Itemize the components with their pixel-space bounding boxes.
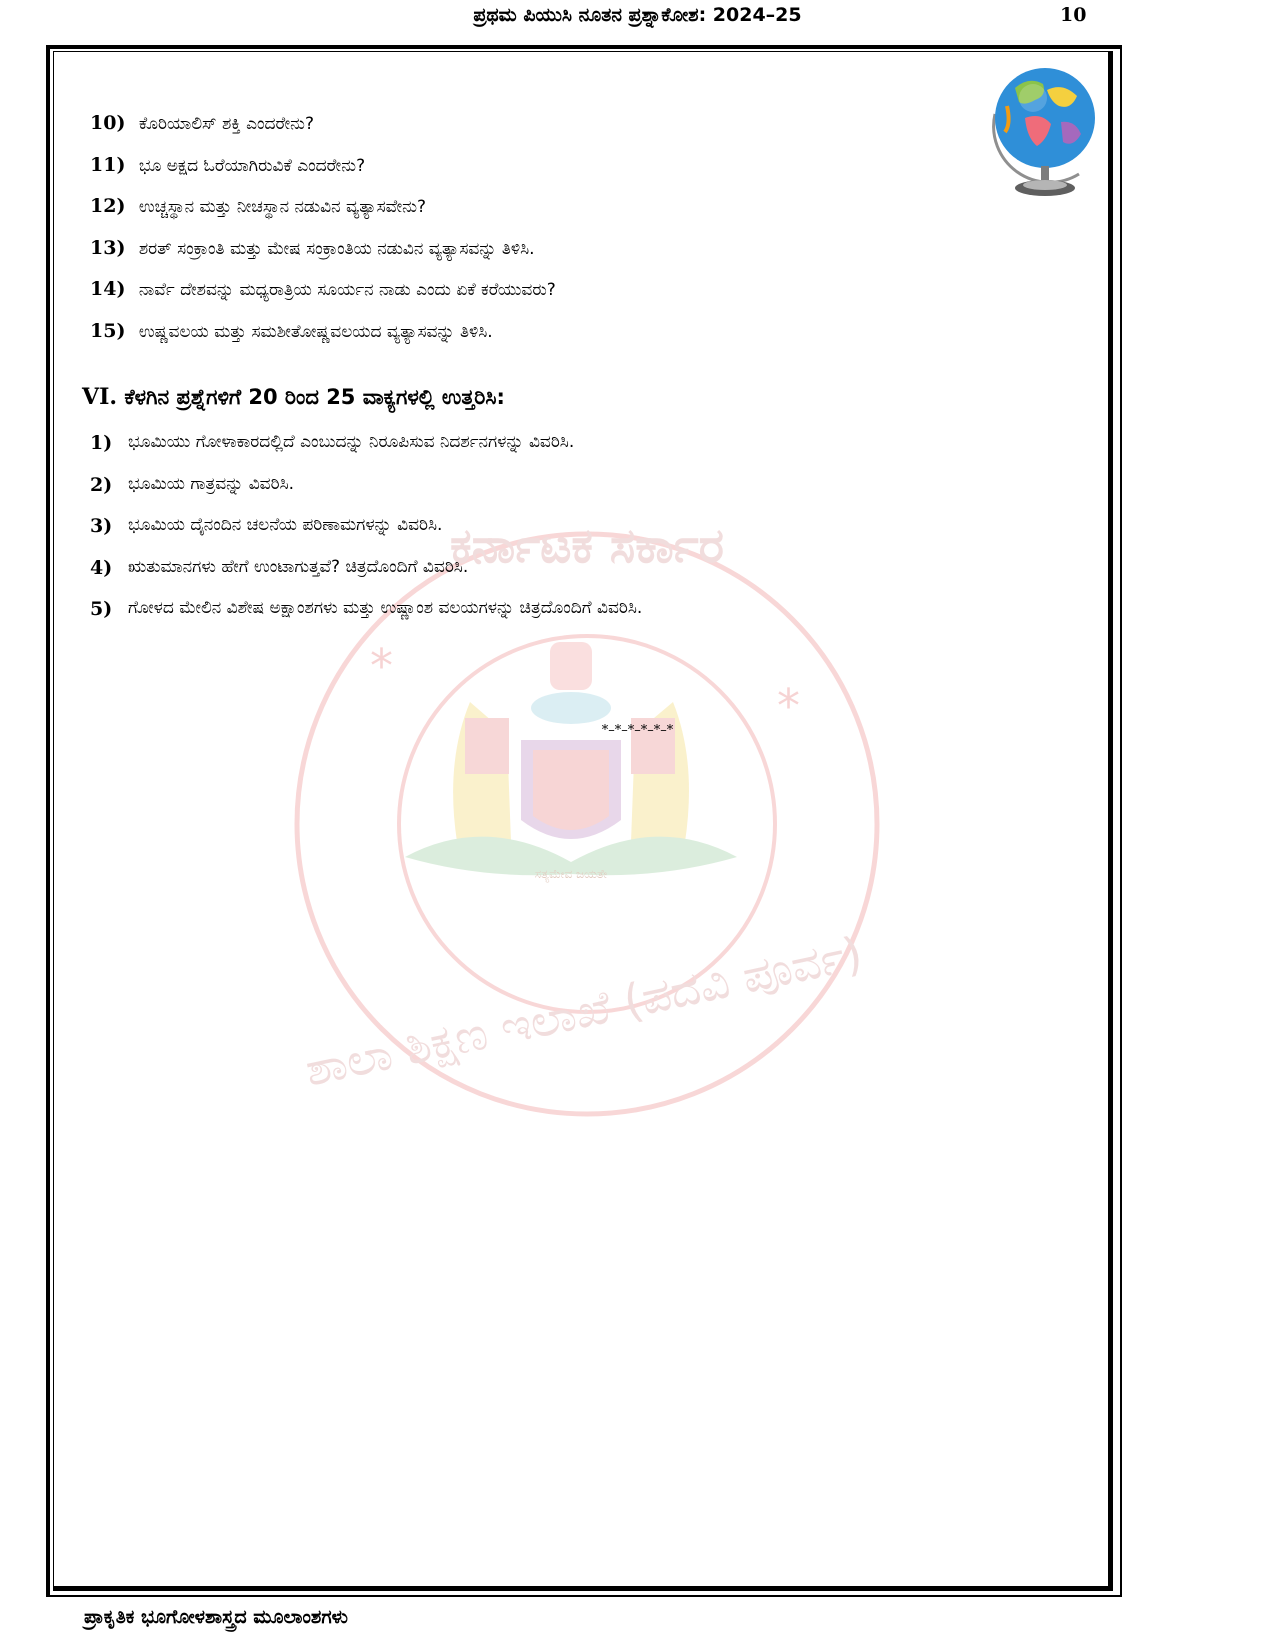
section-number: VI.: [82, 384, 118, 410]
question-number: 11): [90, 153, 126, 176]
globe-icon: [985, 62, 1105, 204]
question-number: 13): [90, 236, 126, 259]
question-text: ಭೂಮಿಯ ದೈನಂದಿನ ಚಲನೆಯ ಪರಿಣಾಮಗಳನ್ನು ವಿವರಿಸಿ.: [128, 515, 443, 535]
question-text: ನಾರ್ವೆ ದೇಶವನ್ನು ಮಧ್ಯರಾತ್ರಿಯ ಸೂರ್ಯನ ನಾಡು ಎಂದು ಏಕೆ ಕರೆಯುವರು?: [138, 280, 556, 300]
question-item: [90, 557, 642, 599]
question-item: [90, 432, 642, 474]
question-number: 2): [90, 473, 113, 496]
seal-motto: ಸತ್ಯಮೇವ ಜಯತೇ: [534, 867, 608, 881]
question-number: 12): [90, 195, 126, 217]
question-text: ಭೂಮಿಯ ಗಾತ್ರವನ್ನು ವಿವರಿಸಿ.: [128, 473, 294, 494]
question-item: [90, 320, 556, 362]
section-title: ಕೆಳಗಿನ ಪ್ರಶ್ನೆಗಳಿಗೆ 20 ರಿಂದ 25 ವಾಕ್ಯಗಳಲ್ಲಿ ಉತ್ತರಿಸಿ:: [124, 385, 505, 409]
question-number: 14): [90, 278, 126, 300]
question-number: 5): [90, 598, 113, 620]
page-number: 10: [1060, 4, 1087, 26]
question-text: ಭೂ ಅಕ್ಷದ ಓರೆಯಾಗಿರುವಿಕೆ ಎಂದರೇನು?: [138, 155, 366, 176]
short-answer-question-list: [90, 112, 556, 361]
question-item: [90, 474, 642, 516]
question-number: 4): [90, 556, 113, 579]
question-text: ಕೊರಿಯಾಲಿಸ್ ಶಕ್ತಿ ಎಂದರೇನು?: [138, 114, 314, 134]
footer-subject-title: ಪ್ರಾಕೃತಿಕ ಭೂಗೋಳಶಾಸ್ತ್ರದ ಮೂಲಾಂಶಗಳು: [84, 1606, 348, 1628]
question-number: 1): [90, 432, 113, 454]
question-text: ಉಷ್ಣವಲಯ ಮತ್ತು ಸಮಶೀತೋಷ್ಣವಲಯದ ವ್ಯತ್ಯಾಸವನ್ನು ತಿಳಿಸಿ.: [138, 321, 493, 342]
question-text: ಶರತ್ ಸಂಕ್ರಾಂತಿ ಮತ್ತು ಮೇಷ ಸಂಕ್ರಾಂತಿಯ ನಡುವಿನ ವ್ಯತ್ಯಾಸವನ್ನು ತಿಳಿಸಿ.: [138, 238, 535, 259]
question-text: ಋತುಮಾನಗಳು ಹೇಗೆ ಉಂಟಾಗುತ್ತವೆ? ಚಿತ್ರದೊಂದಿಗೆ ವಿವರಿಸಿ.: [128, 556, 469, 577]
question-item: [90, 278, 556, 320]
question-number: 15): [90, 319, 126, 342]
question-text: ಉಚ್ಚಸ್ಥಾನ ಮತ್ತು ನೀಚಸ್ಥಾನ ನಡುವಿನ ವ್ಯತ್ಯಾಸವೇನು?: [138, 197, 426, 217]
question-item: [90, 112, 556, 154]
question-text: ಭೂಮಿಯು ಗೋಳಾಕಾರದಲ್ಲಿದೆ ಎಂಬುದನ್ನು ನಿರೂಪಿಸುವ ನಿದರ್ಶನಗಳನ್ನು ವಿವರಿಸಿ.: [128, 432, 575, 452]
section-vi-heading: [82, 384, 505, 410]
end-of-section-marker: *–*–*–*–*–*: [601, 723, 674, 738]
question-item: [90, 154, 556, 196]
svg-text:*: *: [370, 639, 393, 693]
question-item: [90, 195, 556, 237]
question-item: [90, 598, 642, 640]
page-header-title: ಪ್ರಥಮ ಪಿಯುಸಿ ನೂತನ ಪ್ರಶ್ನಾಕೋಶ: 2024–25: [473, 4, 802, 26]
question-item: [90, 237, 556, 279]
seal-bottom-text: ಶಾಲಾ ಶಿಕ್ಷಣ ಇಲಾಖೆ (ಪದವಿ ಪೂರ್ವ): [300, 925, 867, 1097]
question-text: ಗೋಳದ ಮೇಲಿನ ವಿಶೇಷ ಅಕ್ಷಾಂಶಗಳು ಮತ್ತು ಉಷ್ಣಾಂಶ ವಲಯಗಳನ್ನು ಚಿತ್ರದೊಂದಿಗೆ ವಿವರಿಸಿ.: [128, 598, 643, 618]
long-answer-question-list: [90, 432, 642, 640]
question-number: 10): [90, 112, 126, 134]
question-number: 3): [90, 515, 113, 537]
question-item: [90, 515, 642, 557]
svg-text:*: *: [777, 679, 800, 733]
seal-top-text: ಕರ್ನಾಟಕ ಸರ್ಕಾರ: [449, 522, 725, 574]
